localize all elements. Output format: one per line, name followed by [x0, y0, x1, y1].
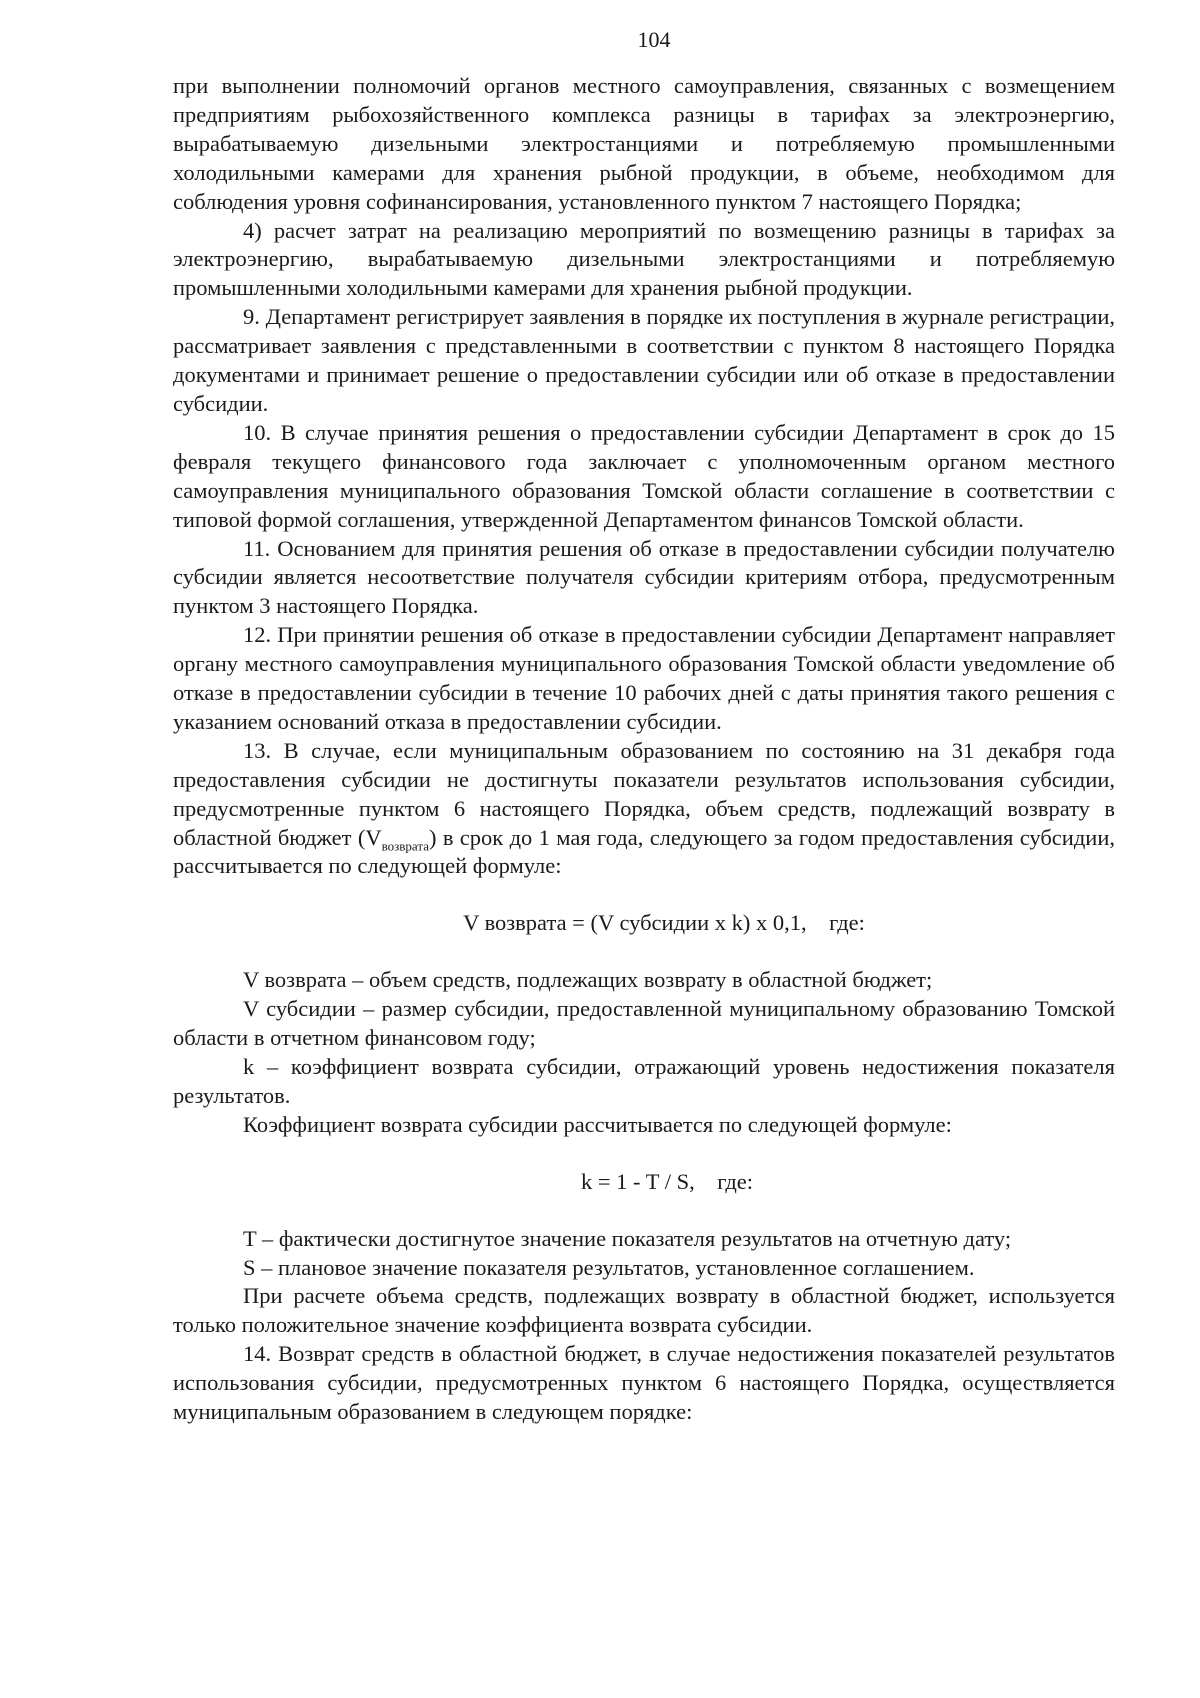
- document-page: [173, 26, 1115, 1427]
- formula-coefficient: k = 1 - T / S, где:: [580, 1168, 754, 1194]
- paragraph-item-4: 4) расчет затрат на реализацию мероприятий по возмещению разницы в тарифах за электроэнергию, вырабатываемую дизельными электростанциями и потребляемую промышленными холодильными камерами для хранения рыбной продукции.: [173, 217, 1115, 301]
- paragraph-12: 12. При принятии решения об отказе в предоставлении субсидии Департамент направляет органу местного самоуправления муниципального образования Томской области уведомление об отказе в предоставлении субсидии в течение 10 рабочих дней с даты принятия такого решения с указанием оснований отказа в предоставлении субсидии.: [173, 622, 1115, 734]
- definition-v-subsidy: V субсидии – размер субсидии, предоставленной муниципальному образованию Томской области в отчетном финансовом году;: [173, 996, 1115, 1051]
- coefficient-intro: Коэффициент возврата субсидии рассчитывается по следующей формуле:: [243, 1111, 952, 1137]
- paragraph-9: 9. Департамент регистрирует заявления в порядке их поступления в журнале регистрации, рассматривает заявления с представленными в соответствии с пунктом 8 настоящего Порядка документами и принимает решение о предоставлении субсидии или об отказе в предоставлении субсидии.: [173, 304, 1115, 416]
- subscript-return: возврата: [381, 838, 429, 854]
- definition-v-return: V возврата – объем средств, подлежащих возврату в областной бюджет;: [243, 967, 933, 993]
- page-number: 104: [637, 27, 671, 52]
- definition-s: S – плановое значение показателя результатов, установленное соглашением.: [243, 1254, 975, 1280]
- paragraph-calculation: При расчете объема средств, подлежащих возврату в областной бюджет, используется только положительное значение коэффициента возврата субсидии.: [173, 1283, 1115, 1338]
- definition-t: T – фактически достигнутое значение показателя результатов на отчетную дату;: [243, 1225, 1012, 1251]
- definition-k: k – коэффициент возврата субсидии, отражающий уровень недостижения показателя результатов.: [173, 1054, 1115, 1108]
- paragraph-10: 10. В случае принятия решения о предоставлении субсидии Департамент в срок до 15 февраля текущего финансового года заключает с уполномоченным органом местного самоуправления муниципального образования Томской области соглашение в соответствии с типовой формой соглашения, утвержденной Департаментом финансов Томской области.: [173, 419, 1115, 532]
- paragraph-14: 14. Возврат средств в областной бюджет, в случае недостижения показателей результатов использования субсидии, предусмотренных пунктом 6 настоящего Порядка, осуществляется муниципальным образованием в следующем порядке:: [173, 1341, 1115, 1425]
- paragraph-13-text-a: 13. В случае, если муниципальным образованием по состоянию на 31 декабря года предоставления субсидии не достигнуты показатели результатов использования субсидии, предусмотренные пунктом 6 настоящего Порядка, объем средств, подлежащий возврату в областной бюджет (V: [173, 737, 1115, 850]
- paragraph-13-text-b: ) в срок до 1 мая года, следующего за годом предоставления субсидии, рассчитывается по следующей формуле:: [173, 824, 1115, 879]
- document-body: [173, 72, 1115, 1427]
- paragraph-continuation: при выполнении полномочий органов местного самоуправления, связанных с возмещением предприятиям рыбохозяйственного комплекса разницы в тарифах за электроэнергию, вырабатываемую дизельными электростанциями и потребляемую промышленными холодильными камерами для хранения рыбной продукции, в объеме, необходимом для соблюдения уровня софинансирования, установленного пунктом 7 настоящего Порядка;: [173, 73, 1115, 214]
- paragraph-13: [173, 737, 1115, 882]
- paragraph-11: 11. Основанием для принятия решения об отказе в предоставлении субсидии получателю субсидии является несоответствие получателя субсидии критериям отбора, предусмотренным пунктом 3 настоящего Порядка.: [173, 535, 1115, 619]
- formula-return-volume: V возврата = (V субсидии x k) x 0,1, где:: [463, 910, 865, 936]
